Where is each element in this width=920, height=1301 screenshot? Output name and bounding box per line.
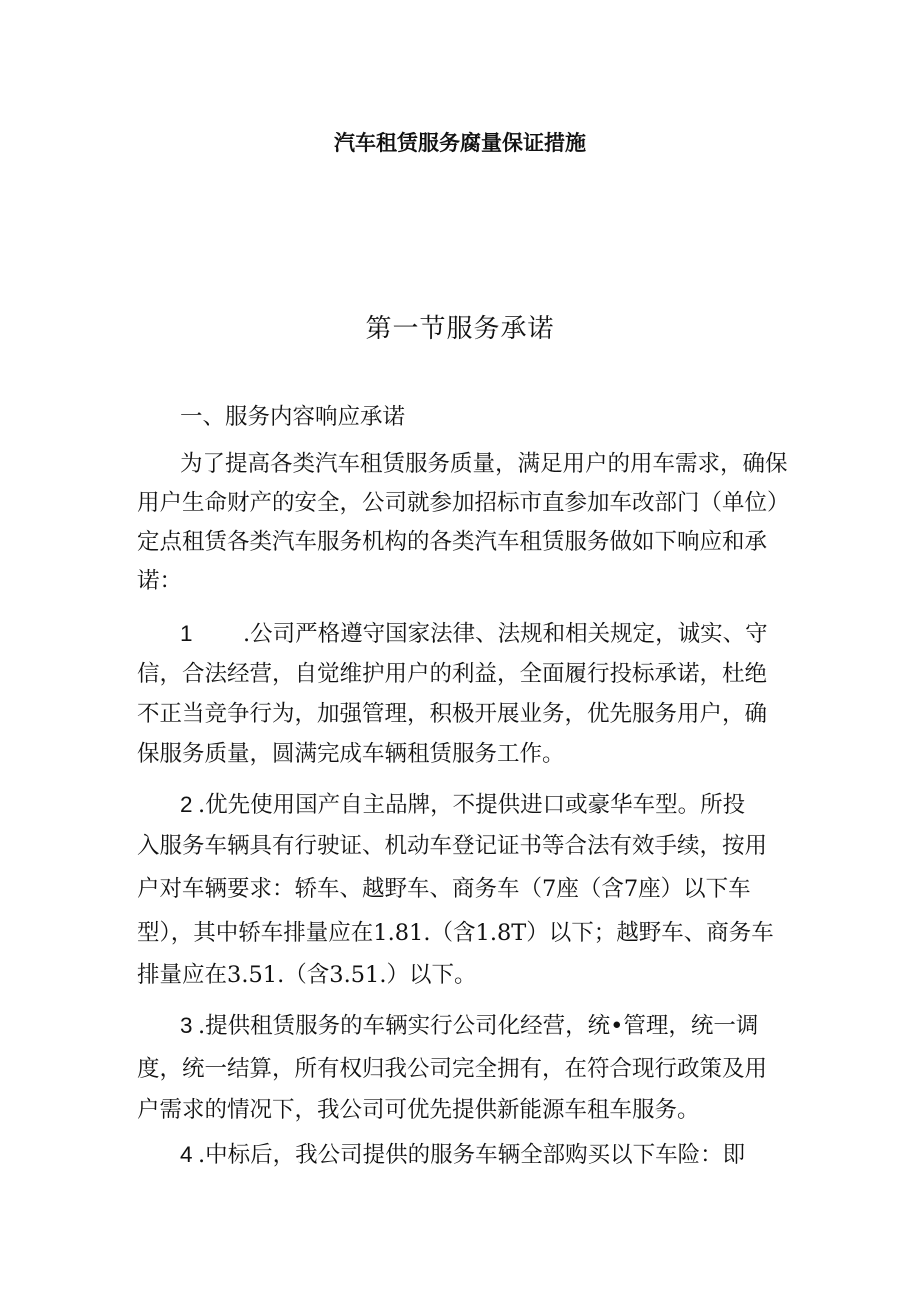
item-1-line-4: 保服务质量，圆满完成车辆租赁服务工作。 <box>137 741 565 767</box>
item-4-number: 4 <box>180 1142 193 1167</box>
heading-service-response: 一、服务内容响应承诺 <box>180 404 406 430</box>
section-title: 第一节服务承诺 <box>365 314 555 344</box>
item-2-line-4: 型），其中轿车排量应在1.81.（含1.8T）以下；越野车、商务车 <box>137 920 774 946</box>
item-1-line-2: 信，合法经营，自觉维护用户的利益，全面履行投标承诺，杜绝 <box>137 661 768 687</box>
item-2-line-1: .优先使用国产自主品牌，不提供进口或豪华车型。所投 <box>198 792 746 818</box>
item-1-line-1: .公司严格遵守国家法律、法规和相关规定，诚实、守 <box>243 621 768 647</box>
item-2-line-3: 户对车辆要求：轿车、越野车、商务车（7座（含7座）以下车 <box>137 876 751 902</box>
item-2-line-5: 排量应在3.51.（含3.51.）以下。 <box>137 962 477 988</box>
intro-line-2: 用户生命财产的安全，公司就参加招标市直参加车改部门（单位） <box>137 490 790 516</box>
item-3-number: 3 <box>180 1013 193 1038</box>
item-2-line-2: 入服务车辆具有行驶证、机动车登记证书等合法有效手续，按用 <box>137 833 768 859</box>
intro-line-1: 为了提高各类汽车租赁服务质量，满足用户的用车需求，确保 <box>180 451 788 477</box>
item-2-number: 2 <box>180 792 193 817</box>
intro-line-3: 定点租赁各类汽车服务机构的各类汽车租赁服务做如下响应和承 <box>137 529 768 555</box>
item-3-line-1: .提供租赁服务的车辆实行公司化经营，统•管理，统一调 <box>198 1013 759 1039</box>
item-1-line-3: 不正当竞争行为，加强管理，积极开展业务，优先服务用户，确 <box>137 701 768 727</box>
intro-line-4: 诺： <box>137 568 183 594</box>
item-3-line-2: 度，统一结算，所有权归我公司完全拥有，在符合现行政策及用 <box>137 1056 768 1082</box>
item-3-line-3: 户需求的情况下，我公司可优先提供新能源车租车服务。 <box>137 1097 700 1123</box>
item-4-line-1: .中标后，我公司提供的服务车辆全部购买以下车险：即 <box>198 1142 746 1168</box>
document-title: 汽车租赁服务腐量保证措施 <box>334 131 586 155</box>
item-1-number: 1 <box>180 621 193 646</box>
